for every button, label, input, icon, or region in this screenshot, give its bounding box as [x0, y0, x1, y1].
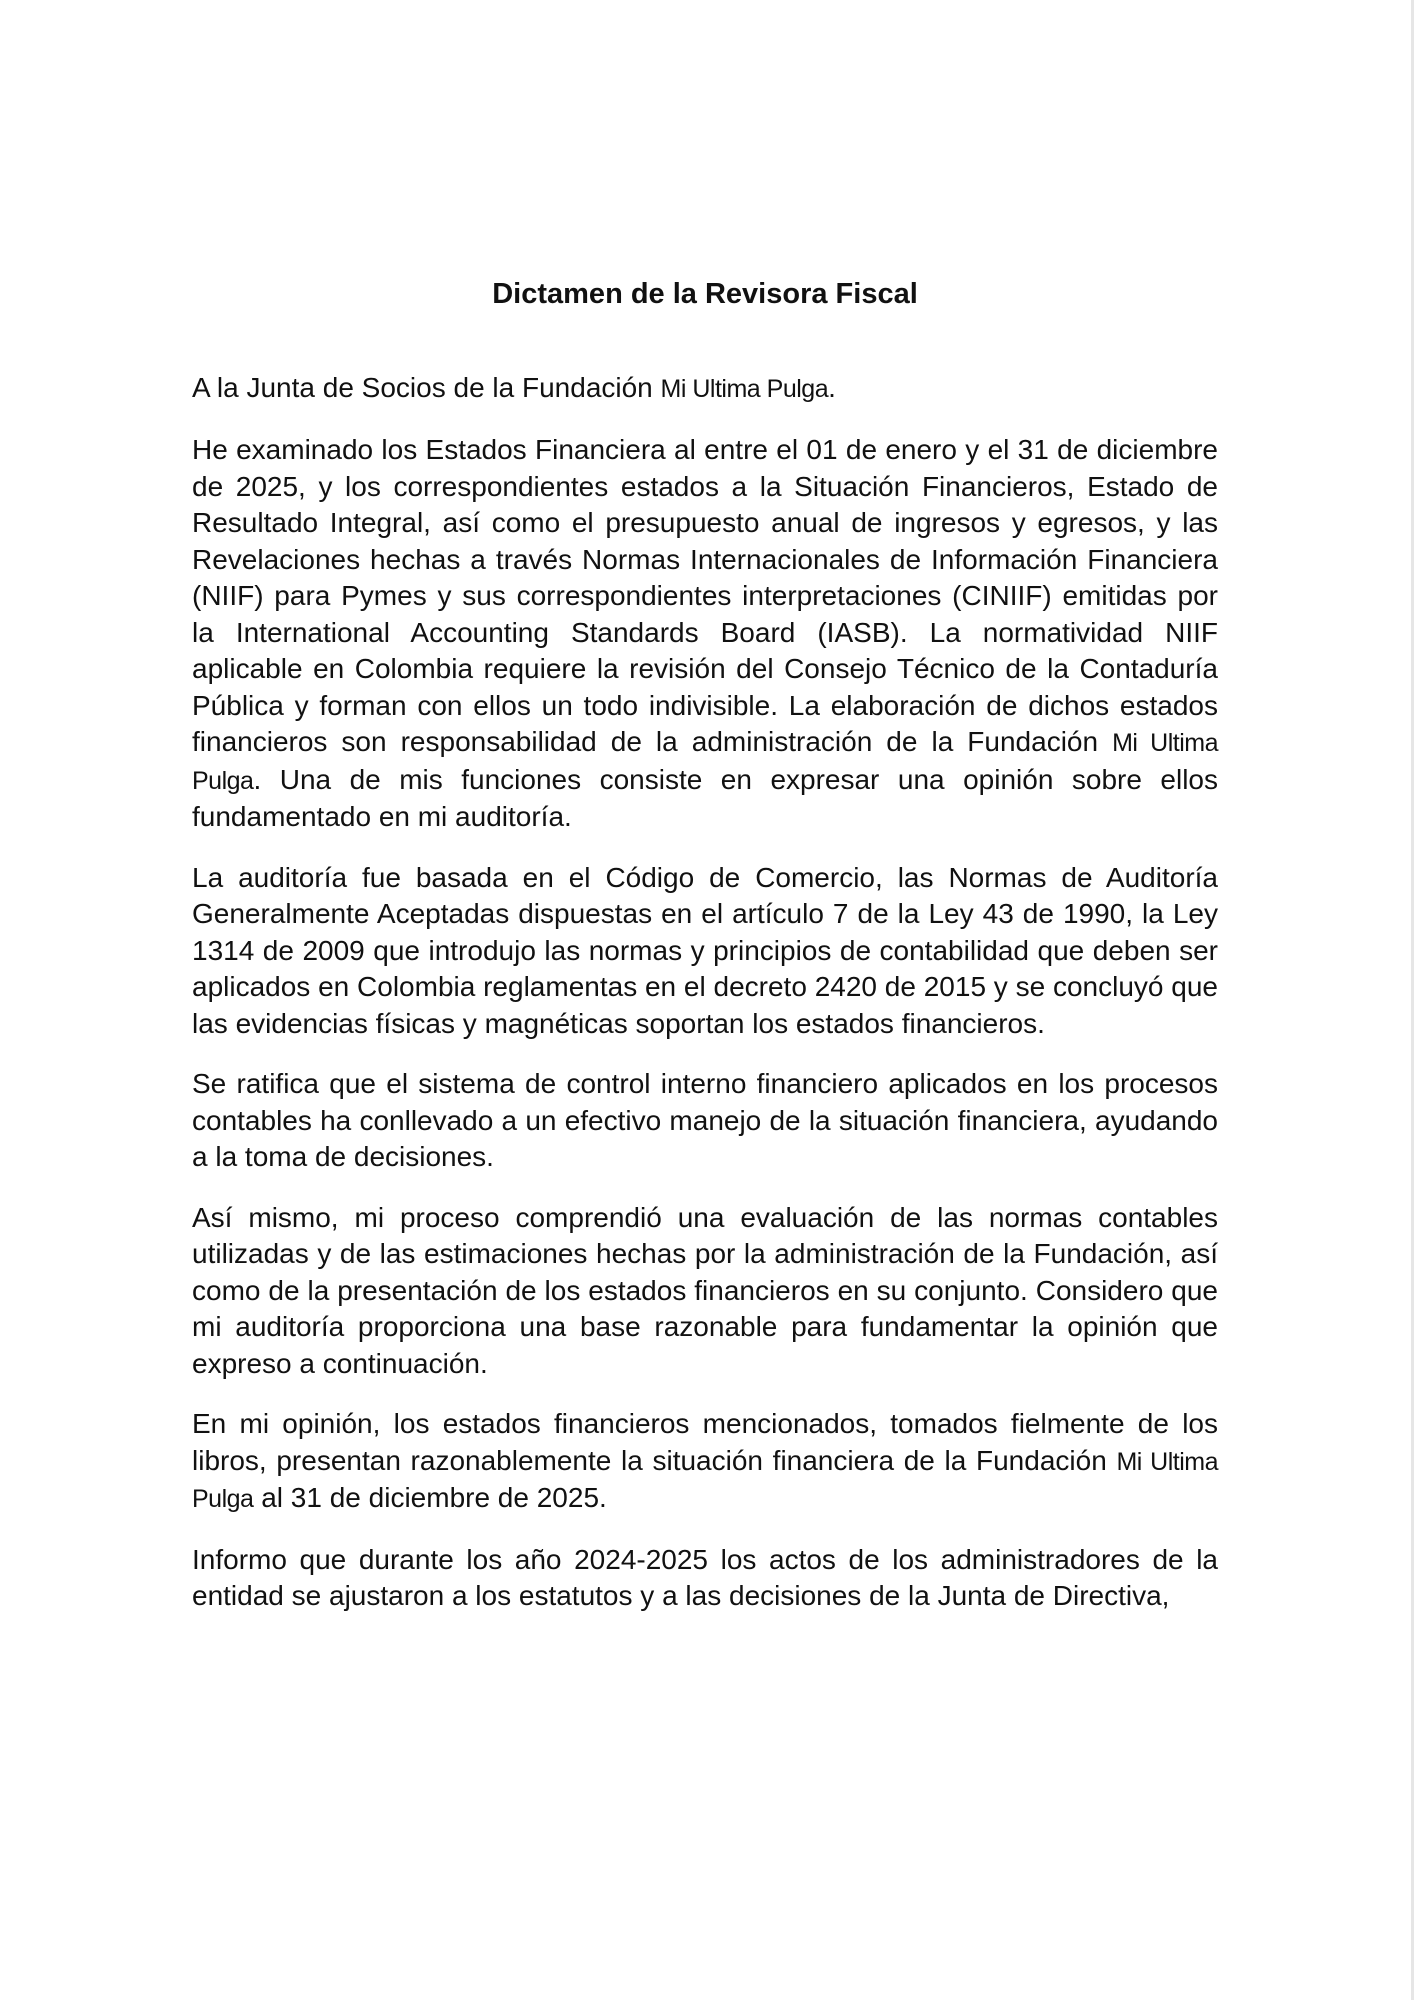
salutation-suffix: .: [828, 372, 836, 403]
organization-name: Mi Ultima Pulga: [192, 1447, 1218, 1513]
salutation: [192, 370, 1218, 408]
paragraph-administrators: Informo que durante los año 2024-2025 los actos de los administradores de la entidad se ajustaron a los estatutos y a las decisiones de la Junta de Directiva,: [192, 1543, 1218, 1611]
salutation-prefix: A la Junta de Socios de la Fundación: [192, 372, 661, 403]
organization-name: Mi Ultima Pulga: [660, 375, 829, 403]
paragraph-text: He examinado los Estados Financiera al entre el 01 de enero y el 31 de diciembre de 2025, y los correspondientes estados a la Situación Financieros, Estado de Resultado Integral, así como el presupuesto anual de ingresos y egresos, y las Revelaciones hechas a través Normas Internacionales de Información Financiera (NIIF) para Pymes y sus correspondientes interpretaciones (CINIIF) emitidas por la International Accounting Standards Board (IASB). La normatividad NIIF aplicable en Colombia requiere la revisión del Consejo Técnico de la Contaduría Pública y forman con ellos un todo indivisible. La elaboración de dichos estados financieros son responsabilidad de la administración de la Fundación: [192, 434, 1218, 757]
paragraph-text: . Una de mis funciones consiste en expresar una opinión sobre ellos fundamentado en mi auditoría.: [192, 763, 1218, 832]
paragraph-text: En mi opinión, los estados financieros mencionados, tomados fielmente de los libros, presentan razonablemente la situación financiera de la Fundación: [192, 1408, 1218, 1476]
paragraph-internal-control: Se ratifica que el sistema de control interno financiero aplicados en los procesos contables ha conllevado a un efectivo manejo de la situación financiera, ayudando a la toma de decisiones.: [192, 1068, 1218, 1172]
paragraph-evaluation: Así mismo, mi proceso comprendió una evaluación de las normas contables utilizadas y de las estimaciones hechas por la administración de la Fundación, así como de la presentación de los estados financieros en su conjunto. Considero que mi auditoría proporciona una base razonable para fundamentar la opinión que expreso a continuación.: [192, 1201, 1218, 1379]
organization-name: Mi Ultima Pulga: [192, 729, 1219, 795]
paragraph-text: al 31 de diciembre de 2025.: [253, 1482, 607, 1513]
paragraph-examination: [192, 432, 1218, 836]
document-body: [192, 432, 1218, 1639]
document-title: Dictamen de la Revisora Fiscal: [492, 278, 918, 310]
paragraph-audit-basis: La auditoría fue basada en el Código de Comercio, las Normas de Auditoría Generalmente Aceptadas dispuestas en el artículo 7 de la Ley 43 de 1990, la Ley 1314 de 2009 que introdujo las normas y principios de contabilidad que deben ser aplicados en Colombia reglamentas en el decreto 2420 de 2015 y se concluyó que las evidencias físicas y magnéticas soportan los estados financieros.: [192, 861, 1218, 1039]
paragraph-opinion: [192, 1406, 1218, 1518]
